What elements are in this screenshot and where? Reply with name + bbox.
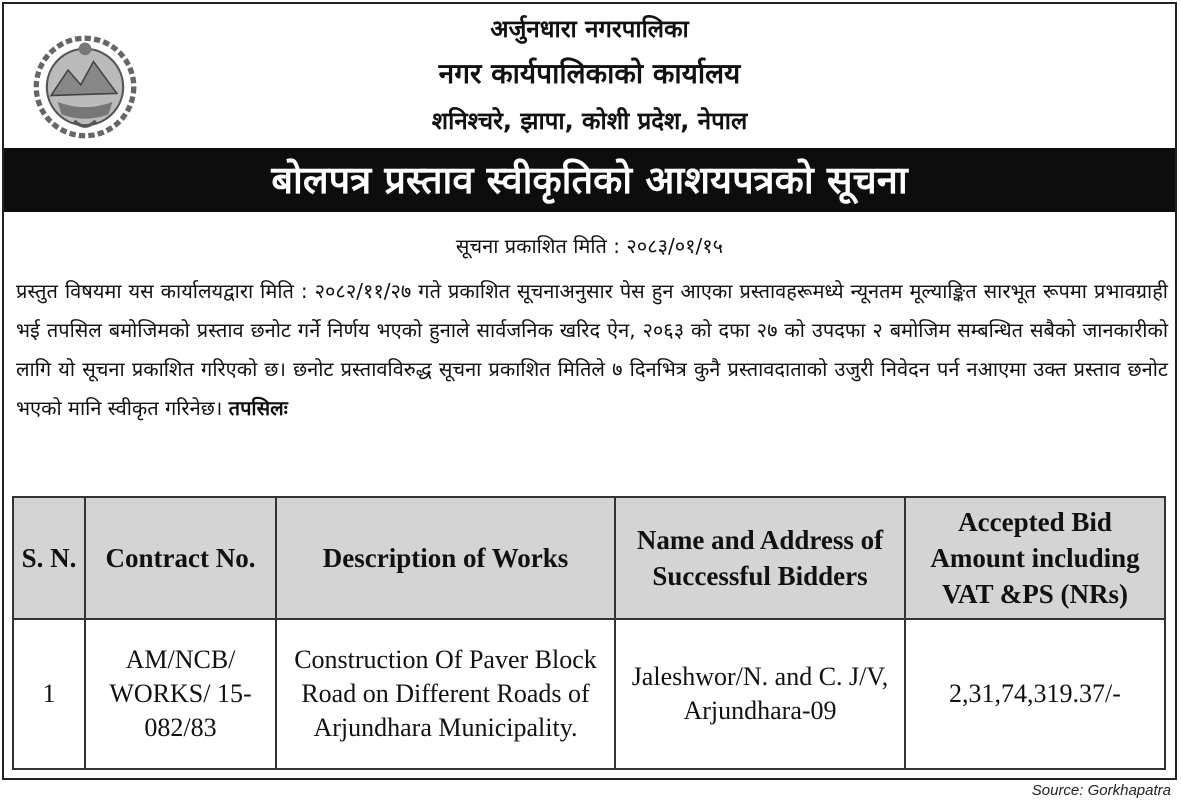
header-description: Description of Works <box>276 497 615 619</box>
header-sn: S. N. <box>13 497 85 619</box>
cell-amount: 2,31,74,319.37/- <box>905 619 1165 769</box>
cell-sn: 1 <box>13 619 85 769</box>
published-date: सूचना प्रकाशित मिति : २०८३/०१/१५ <box>455 234 724 258</box>
header-amount: Accepted Bid Amount including VAT &PS (NRs) <box>905 497 1165 619</box>
table-row <box>13 619 1165 769</box>
header-contract-no: Contract No. <box>85 497 276 619</box>
table-header-row <box>13 497 1165 619</box>
notice-body-text: प्रस्तुत विषयमा यस कार्यालयद्वारा मिति : २०८२/११/२७ गते प्रकाशित सूचनाअनुसार पेस हुन आएका प्रस्तावहरूमध्ये न्यूनतम मूल्याङ्कित सारभूत रूपमा प्रभावग्राही भई तपसिल बमोजिमको प्रस्ताव छनोट गर्ने निर्णय भएको हुनाले सार्वजनिक खरिद ऐन, २०६३ को दफा २७ को उपदफा २ बमोजिम सम्बन्धित सबैको जानकारीको लागि यो सूचना प्रकाशित गरिएको छ। छनोट प्रस्तावविरुद्ध सूचना प्रकाशित मितिले ७ दिनभित्र कुनै प्रस्तावदाताको उजुरी निवेदन पर्न नआएमा उक्त प्रस्ताव छनोट भएको मानि स्वीकृत गरिनेछ। <box>16 279 1168 420</box>
cell-description: Construction Of Paver Block Road on Different Roads of Arjundhara Municipality. <box>276 619 615 769</box>
office-address: शनिश्चरे, झापा, कोशी प्रदेश, नेपाल <box>431 107 748 135</box>
bid-table <box>12 496 1166 770</box>
header-bidder: Name and Address of Successful Bidders <box>615 497 905 619</box>
details-label: तपसिलः <box>228 396 288 420</box>
office-name: नगर कार्यपालिकाको कार्यालय <box>438 57 741 90</box>
source-credit: Source: Gorkhapatra <box>1031 782 1171 799</box>
municipality-name: अर्जुनधारा नगरपालिका <box>490 15 689 43</box>
cell-contract-no: AM/NCB/ WORKS/ 15-082/83 <box>85 619 276 769</box>
notice-title: बोलपत्र प्रस्ताव स्वीकृतिको आशयपत्रको सूचना <box>4 148 1175 212</box>
cell-bidder: Jaleshwor/N. and C. J/V, Arjundhara-09 <box>615 619 905 769</box>
notice-body <box>16 272 1168 428</box>
